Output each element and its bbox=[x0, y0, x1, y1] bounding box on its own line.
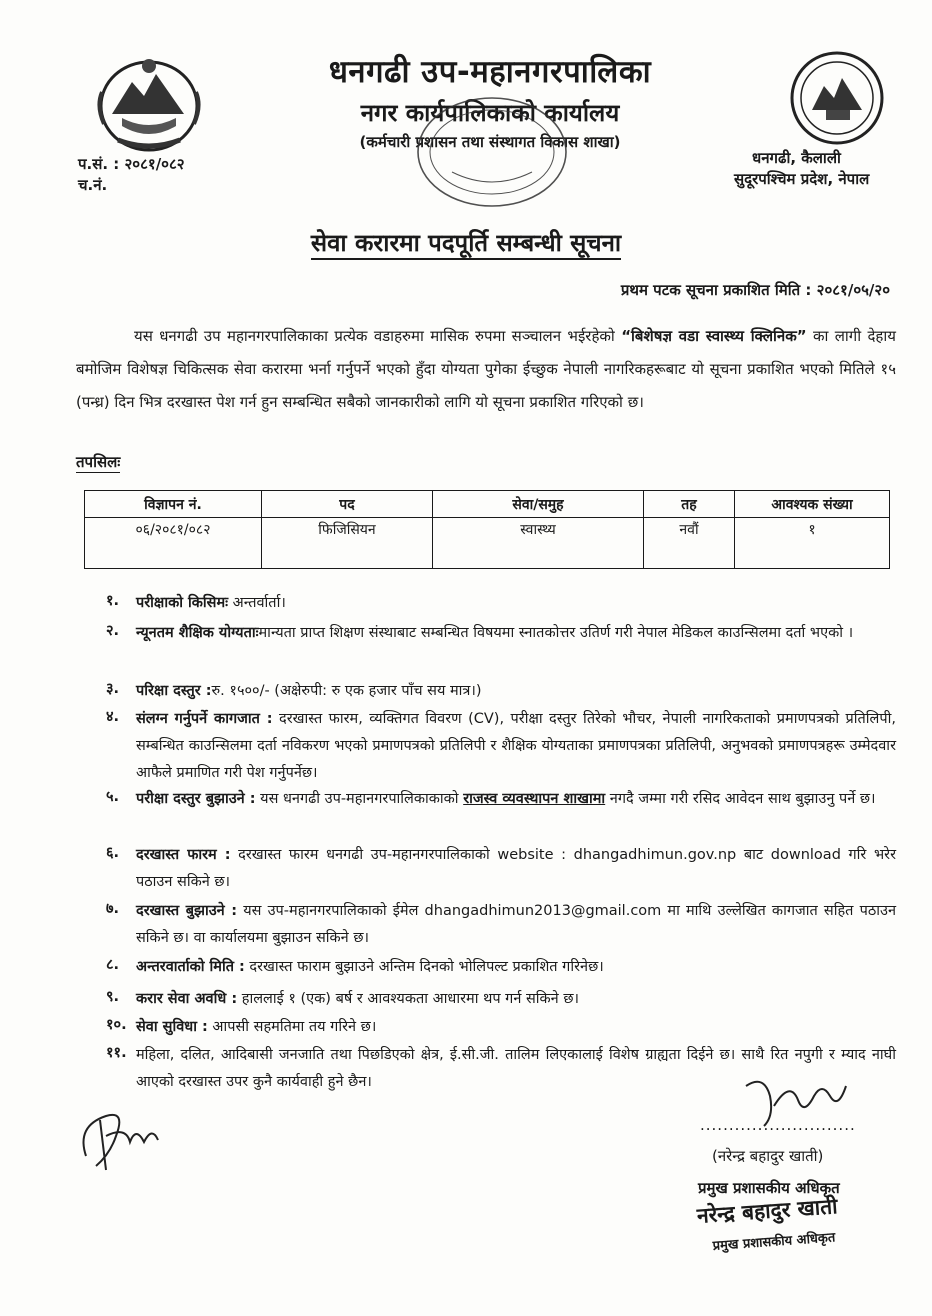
table-header: पद bbox=[262, 491, 433, 518]
reference-number: प.सं. : २०८१/०८२ bbox=[78, 155, 185, 173]
signatory-name: (नरेन्द्र बहादुर खाती) bbox=[712, 1147, 824, 1165]
signature-line: ........................... bbox=[700, 1116, 856, 1134]
office-subtitle: नगर कार्यपालिकाको कार्यालय bbox=[360, 99, 620, 127]
intro-paragraph: यस धनगढी उप महानगरपालिकाका प्रत्येक वडाहरुमा मासिक रुपमा सञ्चालन भईरहेको “बिशेषज्ञ वडा स्वास्थ्य क्लिनिक” का लागी देहाय बमोजिम विशेषज्ञ चिकित्सक सेवा करारमा भर्ना गर्नुपर्ने भएको हुँदा योग्यता पुगेका ईच्छुक नेपाली नागरिकहरूबाट यो सूचना प्रकाशित भएको मितिले १५ (पन्ध्र) दिन भित्र दरखास्त पेश गर्न हुन सम्बन्धित सबैको जानकारीको लागि यो सूचना प्रकाशित गरिएको छ। bbox=[76, 327, 896, 411]
name-stamp: नरेन्द्र बहादुर खाती bbox=[696, 1194, 839, 1228]
table-cell: १ bbox=[735, 518, 890, 547]
dispatch-number: च.नं. bbox=[78, 176, 108, 194]
table-cell: ०६/२०८१/०८२ bbox=[85, 518, 262, 547]
table-header: विज्ञापन नं. bbox=[85, 491, 262, 518]
table-header: तह bbox=[644, 491, 735, 518]
notice-title: सेवा करारमा पदपूर्ति सम्बन्धी सूचना bbox=[0, 226, 932, 259]
table-header-row bbox=[85, 491, 890, 518]
branch-name: (कर्मचारी प्रशासन तथा संस्थागत विकास शाखा) bbox=[359, 133, 621, 151]
table-row-padding bbox=[85, 546, 890, 569]
notice-page: धनगढी उप-महानगरपालिका नगर कार्यपालिकाको कार्यालय (कर्मचारी प्रशासन तथा संस्थागत विकास शाखा) प.सं. : २०८१/०८२ च.नं. धनगढी, कैलाली सुदूरपश्चिम प्रदेश, नेपाल सेवा करारमा पदपूर्ति सम्बन्धी सूचना प्रथम पटक सूचना प्रकाशित मिति : २०८१/०५/२० यस धनगढी उप महानगरपालिकाका प्रत्येक वडाहरुमा मासिक रुपमा सञ्चालन भईरहेको “बिशेषज्ञ वडा स्वास्थ्य क्लिनिक” का लागी देहाय बमोजिम विशेषज्ञ चिकित्सक सेवा करारमा भर्ना गर्नुपर्ने भएको हुँदा योग्यता पुगेका ईच्छुक नेपाली नागरिकहरूबाट यो सूचना प्रकाशित भएको मितिले १५ (पन्ध्र) दिन भित्र दरखास्त पेश गर्न हुन सम्बन्धित सबैको जानकारीको लागि यो सूचना प्रकाशित गरिएको छ। तपसिलः विज्ञापन नं. पद सेवा/समुह तह आवश्यक संख्या ०६/२०८१/०८२ फिजिसियन स्वास्थ्य नवौं १ १. परीक्षाको किसिमः अन्तर्वार्ता। २. न्यूनतम शैक्षिक योग्यताःमान्यता प्राप्त शिक्षण संस्थाबाट सम्बन्धित विषयमा स्नातकोत्तर उतिर्ण गरी नेपाल मेडिकल काउन्सिलमा दर्ता भएको । ३. परिक्षा दस्तुर :रु. १५००/- (अक्षेरुपी: रु एक हजार पाँच सय मात्र।) ४. संलग्न गर्नुपर्ने कागजात : दरखास्त फारम, व्यक्तिगत विवरण (CV), परीक्षा दस्तुर तिरेको भौचर, नेपाली नागरिकताको प्रमाणपत्रको प्रतिलिपी, सम्बन्धित काउन्सिलमा दर्ता नविकरण भएको प्रमाणपत्रको प्रतिलिपी र शैक्षिक योग्यताका प्रमाणपत्रका प्रतिलिपी, अनुभवको प्रमाणपत्रहरू उम्मेदवार आफैले प्रमाणित गरी पेश गर्नुपर्नेछ। ५. परीक्षा दस्तुर बुझाउने : यस धनगढी उप-महानगरपालिकाकाको राजस्व व्यवस्थापन शाखामा नगदै जम्मा गरी रसिद आवेदन साथ बुझाउनु पर्ने छ। ६. दरखास्त फारम : दरखास्त फारम धनगढी उप-महानगरपालिकाको website : dhangadhimun.gov.np बाट download गरि भरेर पठाउन सकिने छ। ७. दरखास्त बुझाउने : यस उप-महानगरपालिकाको ईमेल dhangadhimun2013@gmail.com मा माथि उल्लेखित कागजात सहित पठाउन सकिने छ। वा कार्यालयमा बुझाउन सकिने छ। ८. अन्तरवार्ताको मिति : दरखास्त फाराम बुझाउने अन्तिम दिनको भोलिपल्ट प्रकाशित गरिनेछ। ९. करार सेवा अवधि : हाललाई १ (एक) बर्ष र आवश्यकता आधारमा थप गर्न सकिने छ। १०. सेवा सुविधा : आपसी सहमतिमा तय गरिने छ। ११. महिला, दलित, आदिबासी जनजाति तथा पिछडिएको क्षेत्र, ई.सी.जी. तालिम लिएकालाई विशेष ग्राह्यता दिईने छ। साथै रित नपुगी र म्याद नाघी आएको दरखास्त उपर कुनै कार्यवाही हुने छैन। ........................... (नरेन्द्र बहादुर खाती) प्रमुख प्रशासकीय अधिकृत नरेन्द्र बहादुर खाती प्रमुख प्रशासकीय अधिकृत bbox=[0, 0, 932, 1316]
table-cell: फिजिसियन bbox=[262, 518, 433, 547]
signature-left-icon bbox=[66, 1096, 176, 1176]
municipality-logo-icon bbox=[782, 48, 892, 148]
nepal-emblem-icon bbox=[92, 52, 206, 156]
details-heading: तपसिलः bbox=[76, 453, 121, 471]
office-stamp-icon bbox=[412, 92, 572, 212]
location-line-1: धनगढी, कैलाली bbox=[752, 149, 841, 167]
table-header: सेवा/समुह bbox=[433, 491, 644, 518]
table-header: आवश्यक संख्या bbox=[735, 491, 890, 518]
table-row bbox=[85, 518, 890, 547]
table-cell: नवौं bbox=[644, 518, 735, 547]
vacancy-table bbox=[84, 490, 890, 569]
signatory-role: प्रमुख प्रशासकीय अधिकृत bbox=[698, 1179, 840, 1197]
role-stamp: प्रमुख प्रशासकीय अधिकृत bbox=[712, 1230, 836, 1254]
location-line-2: सुदूरपश्चिम प्रदेश, नेपाल bbox=[734, 170, 870, 188]
publish-date: प्रथम पटक सूचना प्रकाशित मिति : २०८१/०५/२० bbox=[620, 281, 890, 299]
table-cell: स्वास्थ्य bbox=[433, 518, 644, 547]
office-name: धनगढी उप-महानगरपालिका bbox=[328, 54, 652, 90]
